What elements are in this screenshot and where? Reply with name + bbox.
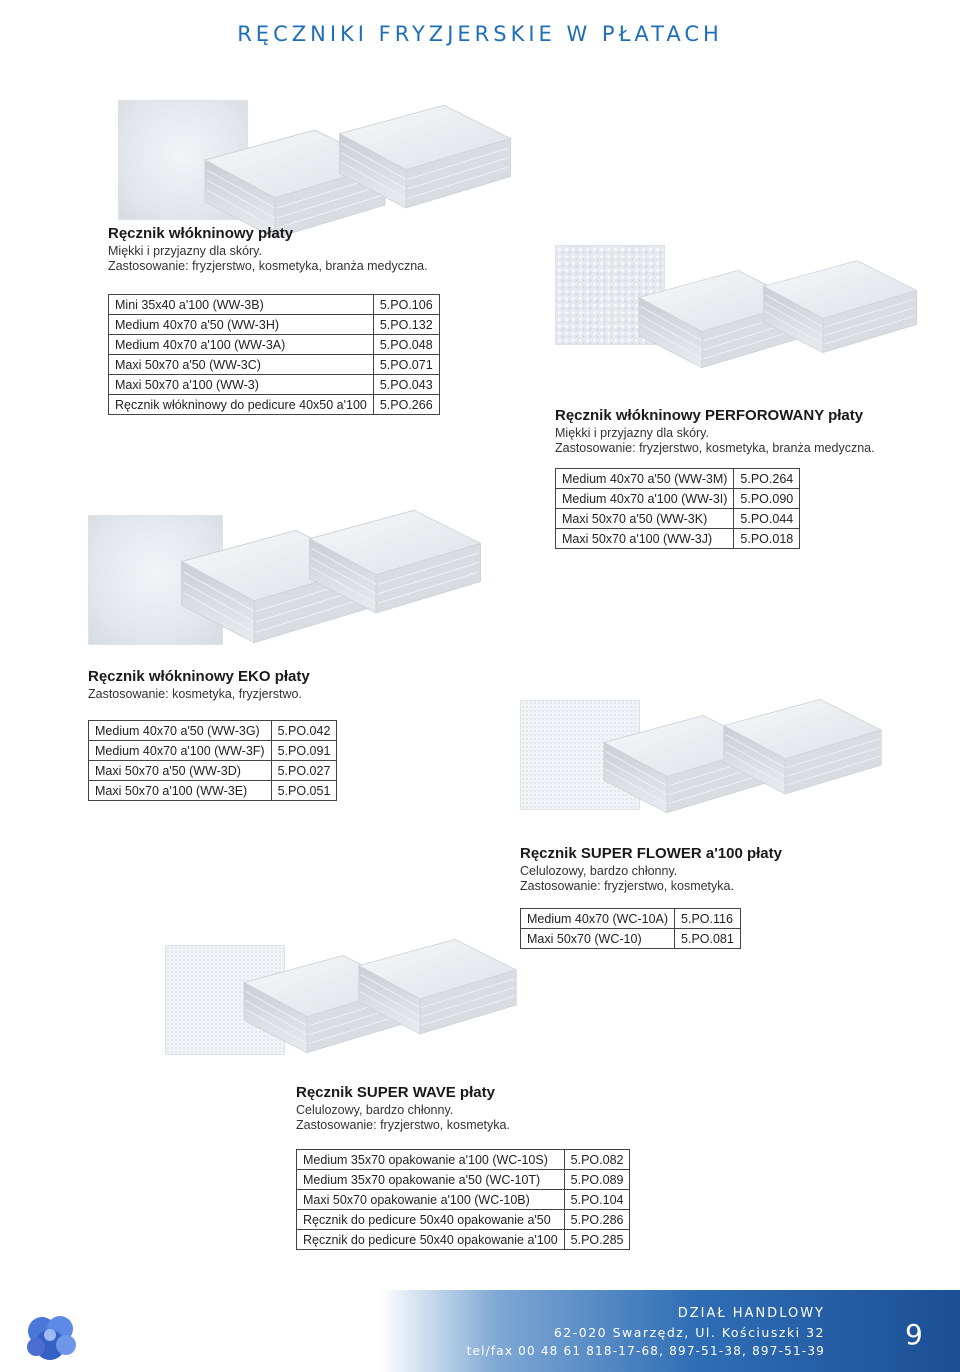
product-title: Ręcznik włókninowy PERFOROWANY płaty xyxy=(555,407,864,424)
product-block-1 xyxy=(108,225,440,415)
table-cell: 5.PO.081 xyxy=(675,929,741,949)
product-table xyxy=(108,294,440,415)
table-row xyxy=(297,1230,630,1250)
table-row xyxy=(297,1190,630,1210)
product-table xyxy=(296,1149,630,1250)
product-table xyxy=(555,468,800,549)
table-row xyxy=(556,469,800,489)
product-table xyxy=(520,908,741,949)
product-desc-line: Zastosowanie: fryzjerstwo, kosmetyka, branża medyczna. xyxy=(108,259,428,273)
table-cell: Maxi 50x70 a'50 (WW-3D) xyxy=(89,761,272,781)
table-cell: Medium 40x70 a'50 (WW-3G) xyxy=(89,721,272,741)
table-cell: 5.PO.089 xyxy=(564,1170,630,1190)
product-block-2 xyxy=(555,407,875,549)
table-row xyxy=(109,295,440,315)
table-cell: Maxi 50x70 a'100 (WW-3E) xyxy=(89,781,272,801)
table-cell: Medium 40x70 a'100 (WW-3A) xyxy=(109,335,374,355)
product-table xyxy=(88,720,337,801)
product-desc-line: Zastosowanie: fryzjerstwo, kosmetyka. xyxy=(296,1118,510,1132)
table-row xyxy=(297,1150,630,1170)
towel-stack-image xyxy=(350,930,525,1045)
product-desc-line: Celulozowy, bardzo chłonny. xyxy=(296,1103,454,1117)
table-row xyxy=(89,761,337,781)
product-desc-line: Miękki i przyjazny dla skóry. xyxy=(108,244,262,258)
table-cell: 5.PO.132 xyxy=(373,315,439,335)
table-cell: 5.PO.104 xyxy=(564,1190,630,1210)
table-cell: 5.PO.027 xyxy=(271,761,337,781)
product-desc-line: Zastosowanie: kosmetyka, fryzjerstwo. xyxy=(88,687,302,701)
table-cell: Medium 35x70 opakowanie a'50 (WC-10T) xyxy=(297,1170,565,1190)
table-cell: Maxi 50x70 (WC-10) xyxy=(521,929,675,949)
table-row xyxy=(521,909,741,929)
table-cell: Maxi 50x70 a'100 (WW-3) xyxy=(109,375,374,395)
table-cell: Medium 40x70 a'50 (WW-3M) xyxy=(556,469,734,489)
company-logo-icon xyxy=(20,1305,82,1367)
table-cell: 5.PO.090 xyxy=(734,489,800,509)
table-row xyxy=(556,509,800,529)
page-number: 9 xyxy=(905,1318,923,1351)
table-cell: 5.PO.285 xyxy=(564,1230,630,1250)
towel-stack-image xyxy=(330,95,520,220)
product-desc-line: Celulozowy, bardzo chłonny. xyxy=(520,864,678,878)
table-cell: 5.PO.071 xyxy=(373,355,439,375)
table-row xyxy=(297,1170,630,1190)
towel-stack-image xyxy=(755,250,925,365)
table-cell: Maxi 50x70 a'50 (WW-3C) xyxy=(109,355,374,375)
table-row xyxy=(89,741,337,761)
table-row xyxy=(109,315,440,335)
table-cell: 5.PO.264 xyxy=(734,469,800,489)
table-cell: Maxi 50x70 a'50 (WW-3K) xyxy=(556,509,734,529)
product-desc-line: Zastosowanie: fryzjerstwo, kosmetyka, branża medyczna. xyxy=(555,441,875,455)
product-title: Ręcznik włókninowy płaty xyxy=(108,225,294,242)
table-cell: 5.PO.286 xyxy=(564,1210,630,1230)
product-desc-line: Miękki i przyjazny dla skóry. xyxy=(555,426,709,440)
table-row xyxy=(521,929,741,949)
table-row xyxy=(556,529,800,549)
footer-dept: DZIAŁ HANDLOWY xyxy=(677,1306,825,1321)
product-block-5 xyxy=(296,1084,630,1250)
table-cell: 5.PO.106 xyxy=(373,295,439,315)
table-row xyxy=(109,375,440,395)
table-cell: Medium 40x70 a'100 (WW-3I) xyxy=(556,489,734,509)
table-row xyxy=(109,335,440,355)
table-row xyxy=(89,721,337,741)
table-cell: 5.PO.051 xyxy=(271,781,337,801)
table-cell: 5.PO.048 xyxy=(373,335,439,355)
table-cell: Medium 40x70 a'50 (WW-3H) xyxy=(109,315,374,335)
product-desc-line: Zastosowanie: fryzjerstwo, kosmetyka. xyxy=(520,879,734,893)
towel-stack-image xyxy=(715,690,890,805)
table-cell: Ręcznik do pedicure 50x40 opakowanie a'50 xyxy=(297,1210,565,1230)
table-cell: Medium 40x70 (WC-10A) xyxy=(521,909,675,929)
product-block-3 xyxy=(88,668,337,801)
table-cell: 5.PO.042 xyxy=(271,721,337,741)
product-block-4 xyxy=(520,845,782,949)
product-title: Ręcznik SUPER FLOWER a'100 płaty xyxy=(520,845,782,862)
footer-phone: tel/fax 00 48 61 818-17-68, 897-51-38, 897-51-39 xyxy=(466,1344,825,1358)
table-cell: Mini 35x40 a'100 (WW-3B) xyxy=(109,295,374,315)
table-cell: 5.PO.043 xyxy=(373,375,439,395)
table-cell: 5.PO.082 xyxy=(564,1150,630,1170)
footer-contact xyxy=(467,1306,825,1358)
table-row xyxy=(556,489,800,509)
table-cell: Ręcznik do pedicure 50x40 opakowanie a'100 xyxy=(297,1230,565,1250)
table-row xyxy=(89,781,337,801)
footer-address: 62-020 Swarzędz, Ul. Kościuszki 32 xyxy=(553,1325,825,1340)
table-cell: 5.PO.116 xyxy=(675,909,741,929)
table-cell: 5.PO.091 xyxy=(271,741,337,761)
table-row xyxy=(297,1210,630,1230)
towel-stack-image xyxy=(300,500,490,625)
product-title: Ręcznik włókninowy EKO płaty xyxy=(88,668,310,685)
page-title: RĘCZNIKI FRYZJERSKIE W PŁATACH xyxy=(237,22,723,46)
table-cell: Maxi 50x70 opakowanie a'100 (WC-10B) xyxy=(297,1190,565,1210)
table-cell: 5.PO.266 xyxy=(373,395,439,415)
product-title: Ręcznik SUPER WAVE płaty xyxy=(296,1084,495,1101)
table-cell: Ręcznik włókninowy do pedicure 40x50 a'100 xyxy=(109,395,374,415)
table-row xyxy=(109,395,440,415)
table-cell: Maxi 50x70 a'100 (WW-3J) xyxy=(556,529,734,549)
table-row xyxy=(109,355,440,375)
table-cell: 5.PO.018 xyxy=(734,529,800,549)
table-cell: Medium 40x70 a'100 (WW-3F) xyxy=(89,741,272,761)
table-cell: Medium 35x70 opakowanie a'100 (WC-10S) xyxy=(297,1150,565,1170)
table-cell: 5.PO.044 xyxy=(734,509,800,529)
